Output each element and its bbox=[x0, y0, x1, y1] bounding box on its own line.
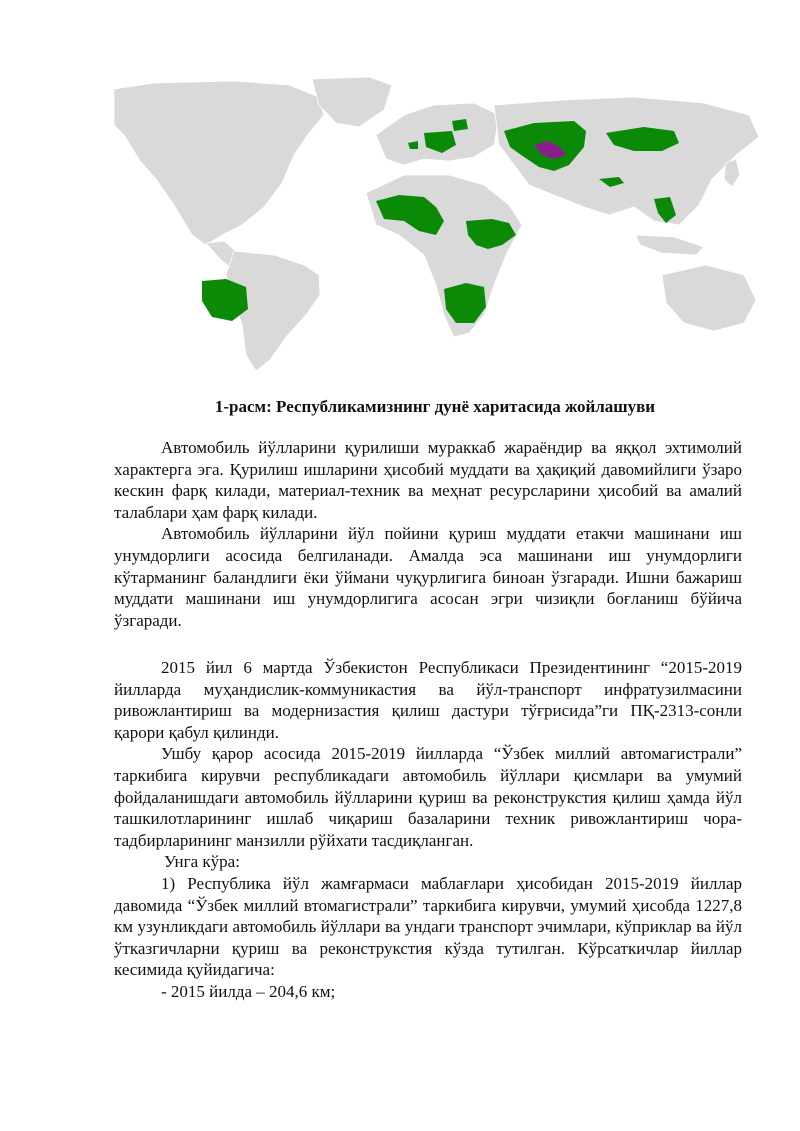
figure-caption: 1-расм: Республикамизнинг дунё харитасида жойлашуви bbox=[214, 397, 656, 416]
body-text-block-1 bbox=[114, 437, 742, 631]
paragraph-3: 2015 йил 6 мартда Ўзбекистон Республикаси Президентининг “2015-2019 йилларда муҳандислик-коммуникастия ва йўл-транспорт инфратузилмасини ривожлантириш ва модернизастия қилиш дастури тўғрисида”ги ПҚ-2313-сонли қарори қабул қилинди. bbox=[114, 658, 742, 742]
australia-land bbox=[662, 265, 756, 331]
world-map bbox=[114, 75, 762, 373]
paragraph-1: Автомобиль йўлларини қурилиши мураккаб жараёндир ва яққол эхтимолий характерга эга. Қурилиш ишларини ҳисобий муддати ва ҳақиқий давомийлиги ўзаро кескин фарқ килади, материал-техник ва меҳнат ресурсларини ҳисобий ва амалий талаблари ҳам фарқ килади. bbox=[114, 438, 742, 522]
greenland-land bbox=[312, 77, 392, 127]
country-highlight-europe-2 bbox=[452, 119, 468, 131]
world-map-figure bbox=[114, 75, 762, 373]
paragraph-6: 1) Республика йўл жамғармаси маблағлари ҳисобидан 2015-2019 йиллар давомида “Ўзбек миллий втомагистрали” таркибига кирувчи, умумий ҳисобда 1227,8 км узунликдаги автомобиль йўллари ва ундаги транспорт эчимлари, кўприклар ва йўл ўтказгичларни қуриш ва реконструкстия кўзда тутилган. Кўрсаткичлар йиллар кесимида қуйидагича: bbox=[114, 873, 742, 980]
indonesia-land bbox=[636, 235, 704, 255]
paragraph-7: - 2015 йилда – 204,6 км; bbox=[161, 981, 336, 1001]
paragraph-2: Автомобиль йўлларини йўл пойини қуриш муддати етакчи машинани иш унумдорлиги асосида белгиланади. Амалда эса машинани иш унумдорлиги кўтарманинг баландлиги ёки ўймани чуқурлигига биноан ўзгаради. Ишни бажариш муддати машинани иш унумдорлигига асосан эгри чизиқли боғланиш бўйича ўзгаради. bbox=[114, 524, 742, 630]
paragraph-5: Унга кўра: bbox=[164, 852, 240, 872]
body-text-block-2 bbox=[114, 657, 742, 1003]
japan-land bbox=[724, 159, 740, 187]
north-america-land bbox=[114, 81, 324, 245]
paragraph-4: Ушбу қарор асосида 2015-2019 йилларда “Ўзбек миллий автомагистрали” таркибига кирувчи республикадаги автомобиль йўллари қисмлари ва умумий фойдаланишдаги автомобиль йўлларини қуриш ва реконструкстия қилиш ҳамда йўл ташкилотларининг ишлаб чиқариш базаларини техник ривожлантириш чора-тадбирларининг манзилли рўйхати тасдиқланган. bbox=[114, 744, 742, 850]
